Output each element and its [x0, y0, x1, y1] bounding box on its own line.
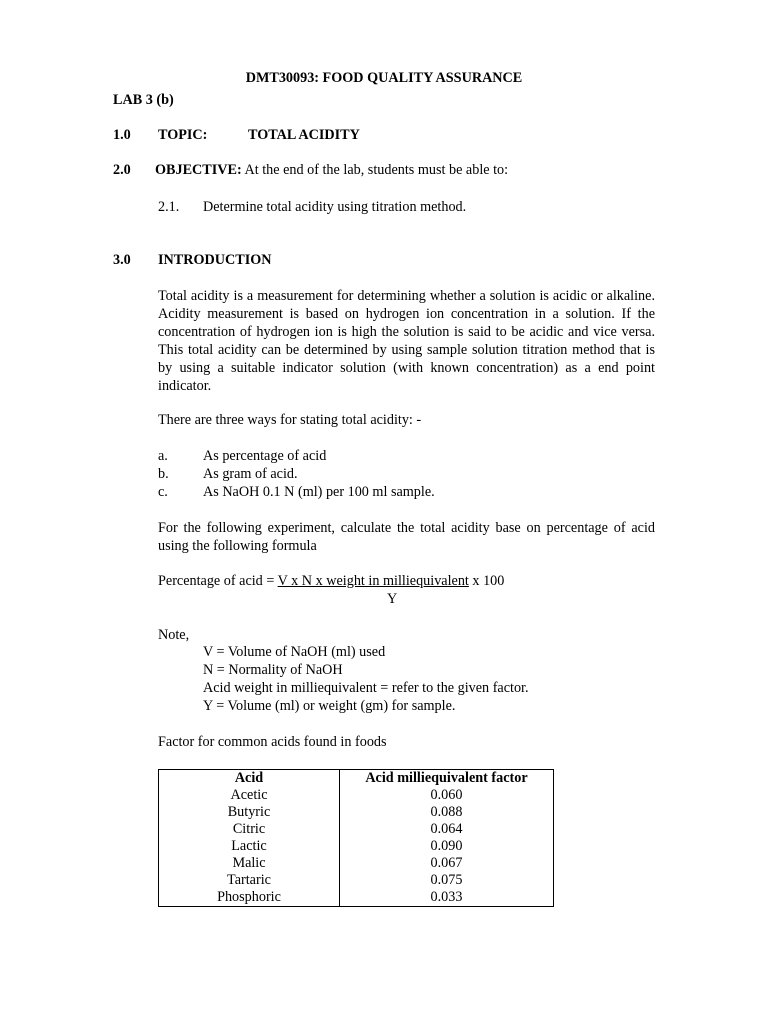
acid-name-cell: Citric: [159, 821, 340, 838]
course-title: DMT30093: FOOD QUALITY ASSURANCE: [245, 70, 523, 86]
acid-name-cell: Tartaric: [159, 872, 340, 889]
section-2-label: OBJECTIVE:: [155, 162, 242, 178]
acid-factor-cell: 0.033: [340, 889, 554, 907]
note-item: Y = Volume (ml) or weight (gm) for sample.: [203, 698, 456, 714]
table-row: [159, 855, 554, 872]
section-2-line: [155, 162, 508, 179]
acid-factor-cell: 0.090: [340, 838, 554, 855]
formula-intro-paragraph: For the following experiment, calculate the total acidity base on percentage of acid using the following formula: [158, 520, 655, 554]
column-header-factor: Acid milliequivalent factor: [340, 770, 554, 788]
table-row: [159, 787, 554, 804]
table-row: [159, 838, 554, 855]
table-caption: Factor for common acids found in foods: [158, 734, 387, 750]
section-1-number: 1.0: [113, 127, 131, 143]
way-a-text: As percentage of acid: [203, 448, 327, 464]
section-1-topic: TOTAL ACIDITY: [248, 127, 360, 143]
acid-name-cell: Butyric: [159, 804, 340, 821]
objective-item-number: 2.1.: [158, 199, 180, 215]
acid-name-cell: Lactic: [159, 838, 340, 855]
table-row: [159, 821, 554, 838]
formula-multiplier: x 100: [468, 573, 505, 589]
note-label: Note,: [158, 627, 190, 643]
lab-number: LAB 3 (b): [113, 92, 174, 108]
section-1-label: TOPIC:: [158, 127, 208, 143]
acid-factor-cell: 0.060: [340, 787, 554, 804]
way-b-text: As gram of acid.: [203, 466, 298, 482]
way-a-letter: a.: [158, 448, 168, 464]
acid-factor-cell: 0.075: [340, 872, 554, 889]
acid-factor-cell: 0.067: [340, 855, 554, 872]
acid-name-cell: Phosphoric: [159, 889, 340, 907]
acid-factor-table: [158, 769, 554, 907]
acid-factor-cell: 0.064: [340, 821, 554, 838]
way-c-letter: c.: [158, 484, 168, 500]
acid-name-cell: Malic: [159, 855, 340, 872]
section-3-label: INTRODUCTION: [158, 252, 272, 268]
note-item: V = Volume of NaOH (ml) used: [203, 644, 386, 660]
objective-item-text: Determine total acidity using titration method.: [203, 199, 467, 215]
note-item: Acid weight in milliequivalent = refer to the given factor.: [203, 680, 529, 696]
formula-numerator: V x N x weight in milliequivalent: [277, 573, 469, 589]
column-header-acid: Acid: [159, 770, 340, 788]
formula-lhs: Percentage of acid =: [158, 573, 278, 589]
intro-paragraph: Total acidity is a measurement for determining whether a solution is acidic or alkaline. Acidity measurement is based on hydrogen ion concentration in a solution. If the concentration of hydrogen ion is high the solution is said to be acidic and vice versa. This total acidity can be determined by using sample solution titration method that is by using a suitable indicator solution (with known concentration) as a end point indicator.: [158, 288, 655, 394]
acid-factor-cell: 0.088: [340, 804, 554, 821]
ways-intro: There are three ways for stating total acidity: -: [158, 412, 422, 428]
table-row: [159, 889, 554, 907]
table-row: [159, 804, 554, 821]
note-item: N = Normality of NaOH: [203, 662, 343, 678]
way-c-text: As NaOH 0.1 N (ml) per 100 ml sample.: [203, 484, 435, 500]
section-3-number: 3.0: [113, 252, 131, 268]
way-b-letter: b.: [158, 466, 169, 482]
table-row: [159, 872, 554, 889]
section-2-text: At the end of the lab, students must be able to:: [244, 162, 509, 178]
formula-line: [158, 573, 504, 590]
table-header-row: [159, 770, 554, 788]
formula-denominator: Y: [387, 591, 398, 607]
acid-name-cell: Acetic: [159, 787, 340, 804]
section-2-number: 2.0: [113, 162, 131, 178]
